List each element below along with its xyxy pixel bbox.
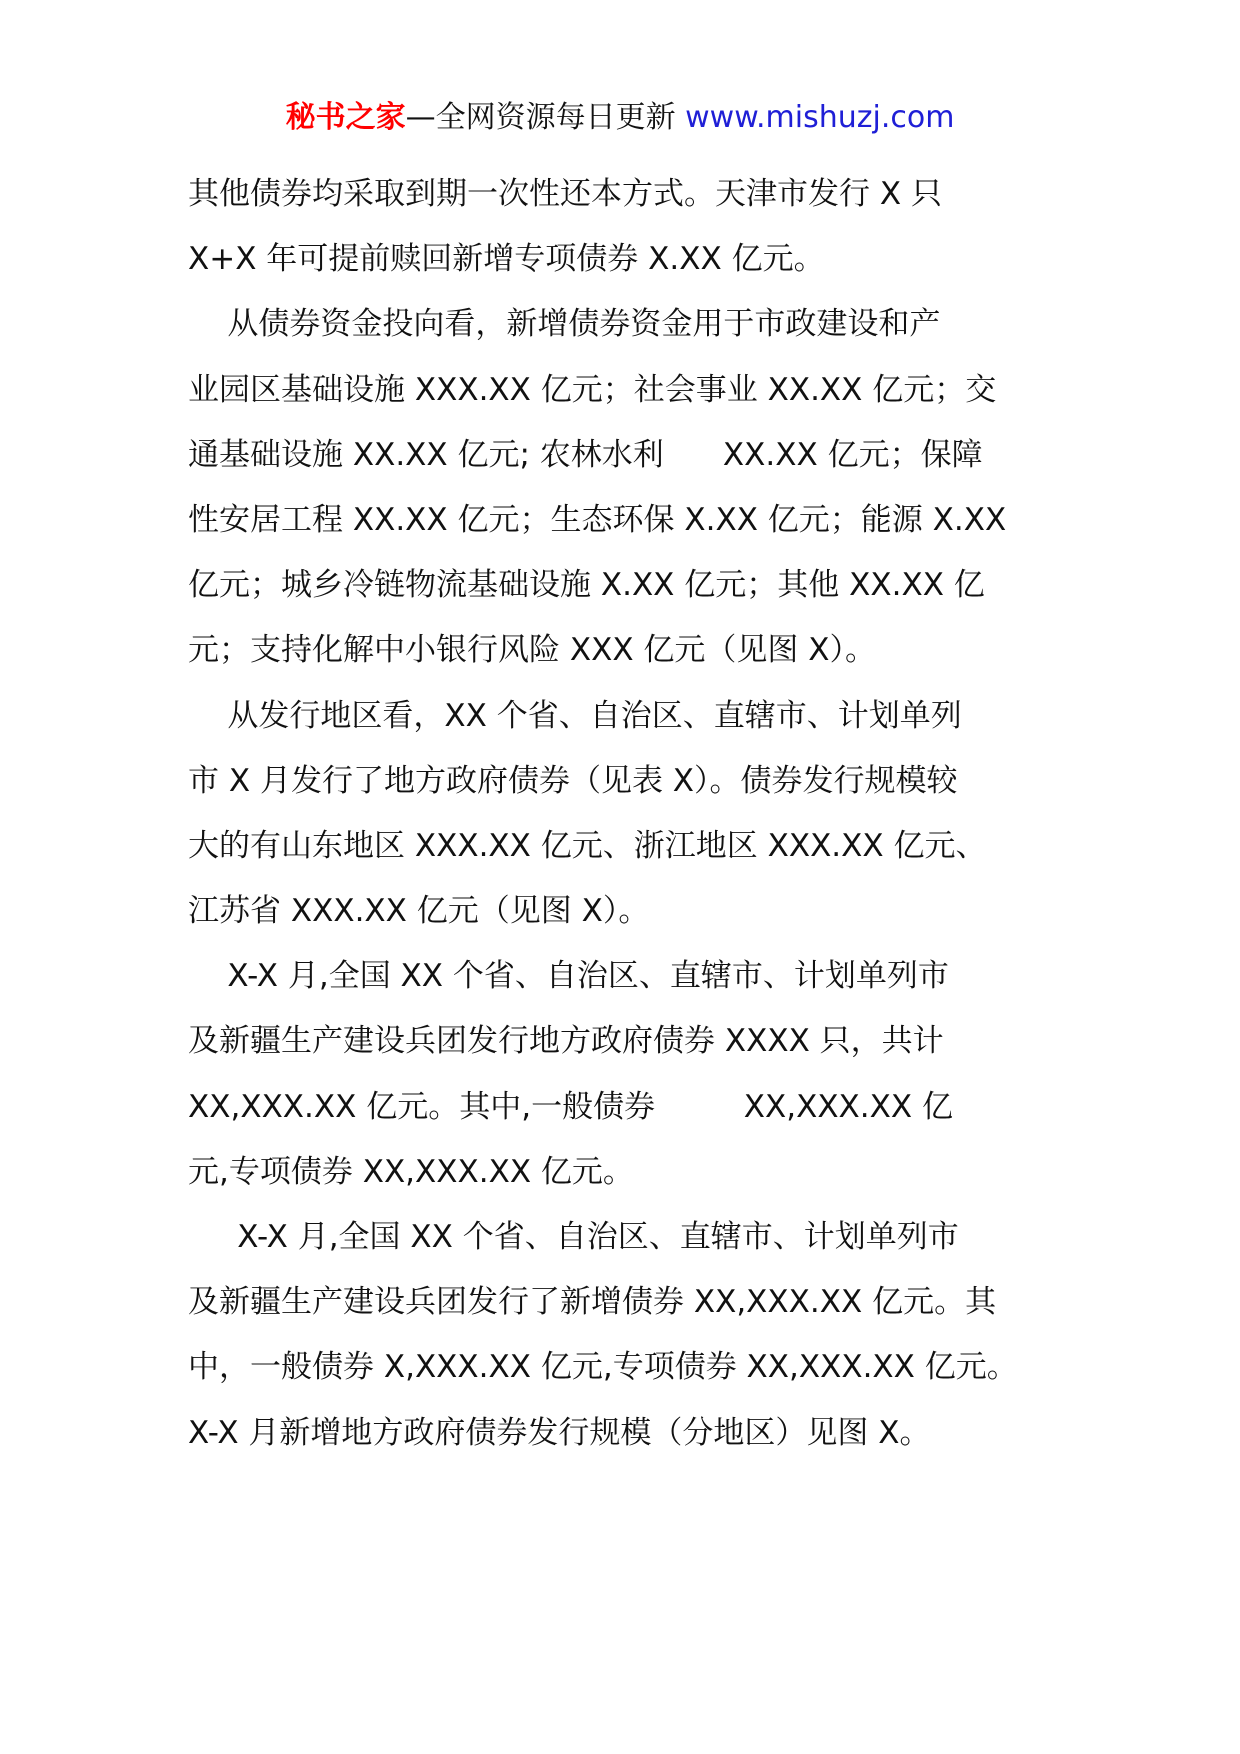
site-tagline: —全网资源每日更新 <box>405 100 686 135</box>
text-line: X+X 年可提前赎回新增专项债券 X.XX 亿元。 <box>188 241 825 278</box>
document-body <box>188 162 1058 1466</box>
text-line: 大的有山东地区 XXX.XX 亿元、浙江地区 XXX.XX 亿元、 <box>188 827 987 864</box>
text-line: 及新疆生产建设兵团发行了新增债券 XX,XXX.XX 亿元。其 <box>188 1284 997 1321</box>
site-brand: 秘书之家 <box>285 100 406 135</box>
text-line: 通基础设施 XX.XX 亿元; 农林水利 XX.XX 亿元；保障 <box>188 436 983 473</box>
text-line: 从发行地区看，XX 个省、自治区、直辖市、计划单列 <box>188 697 962 734</box>
text-line: 亿元；城乡冷链物流基础设施 X.XX 亿元；其他 XX.XX 亿 <box>188 567 985 604</box>
text-line: 元；支持化解中小银行风险 XXX 亿元（见图 X）。 <box>188 632 877 669</box>
text-line: 业园区基础设施 XXX.XX 亿元；社会事业 XX.XX 亿元；交 <box>188 371 997 408</box>
site-url-link[interactable]: www.mishuzj.com <box>685 100 955 135</box>
text-line: 元,专项债券 XX,XXX.XX 亿元。 <box>188 1153 634 1190</box>
text-line: 及新疆生产建设兵团发行地方政府债券 XXXX 只，共计 <box>188 1023 944 1060</box>
text-line: 江苏省 XXX.XX 亿元（见图 X）。 <box>188 893 650 930</box>
text-line: XX,XXX.XX 亿元。其中,一般债券 XX,XXX.XX 亿 <box>188 1088 953 1125</box>
text-line: 市 X 月发行了地方政府债券（见表 X）。债券发行规模较 <box>188 762 958 799</box>
text-line: 性安居工程 XX.XX 亿元；生态环保 X.XX 亿元；能源 X.XX <box>188 501 1007 538</box>
text-line: 其他债券均采取到期一次性还本方式。天津市发行 X 只 <box>188 176 942 212</box>
text-line: 从债券资金投向看，新增债券资金用于市政建设和产 <box>188 306 941 343</box>
text-line: X-X 月,全国 XX 个省、自治区、直辖市、计划单列市 <box>188 958 949 995</box>
page-header <box>0 98 1240 138</box>
text-line: X-X 月,全国 XX 个省、自治区、直辖市、计划单列市 <box>188 1219 959 1255</box>
text-line: X-X 月新增地方政府债券发行规模（分地区）见图 X。 <box>188 1414 931 1451</box>
text-line: 中，一般债券 X,XXX.XX 亿元,专项债券 XX,XXX.XX 亿元。 <box>188 1349 1018 1386</box>
